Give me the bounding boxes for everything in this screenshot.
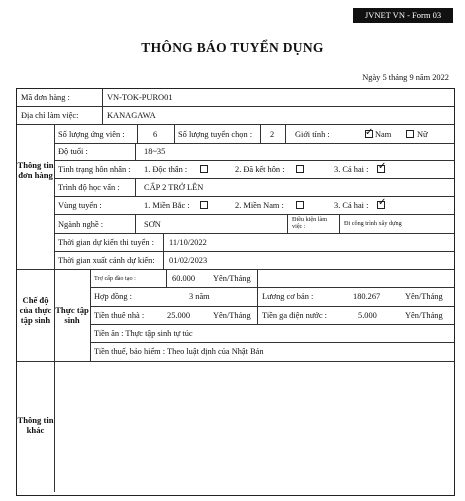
- applicants-value: 6: [153, 130, 158, 139]
- utility-unit: Yên/Tháng: [405, 311, 443, 320]
- gender-female-checkbox[interactable]: [406, 130, 414, 138]
- utility-label: Tiền ga điện nước :: [262, 311, 327, 320]
- order-id-label: Mã đơn hàng :: [21, 93, 70, 102]
- utility-value: 5.000: [358, 311, 377, 320]
- education-value: CẤP 2 TRỞ LÊN: [144, 183, 204, 192]
- training-allowance-value: 60.000: [172, 274, 196, 283]
- training-allowance-unit: Yên/Tháng: [213, 274, 251, 283]
- work-location-value: KANAGAWA: [107, 111, 156, 120]
- check-icon: ✓: [365, 127, 374, 138]
- document-date: Ngày 5 tháng 9 năm 2022: [362, 73, 449, 82]
- order-info-section-title: Thông tin đơn hàng: [17, 160, 54, 180]
- gender-female-label: Nữ: [417, 130, 428, 139]
- check-icon: ✓: [378, 197, 387, 208]
- job-label: Ngành nghề :: [58, 220, 104, 229]
- form-badge: JVNET VN - Form 03: [353, 8, 453, 23]
- base-salary-value: 180.267: [353, 292, 381, 301]
- departure-date-value: 01/02/2023: [169, 256, 208, 265]
- base-salary-label: Lương cơ bản :: [262, 292, 314, 301]
- gender-male-label: Nam: [375, 130, 392, 139]
- other-info-section-title: Thông tin khác: [17, 415, 54, 435]
- work-location-label: Địa chỉ làm việc:: [21, 111, 79, 120]
- contract-label: Hợp đồng :: [94, 292, 132, 301]
- age-label: Độ tuổi :: [58, 147, 88, 156]
- region-option-north: 1. Miền Bắc :: [144, 201, 190, 210]
- region-north-checkbox[interactable]: [200, 201, 208, 209]
- training-allowance-label: Trợ cấp đào tạo :: [94, 275, 136, 282]
- marital-label: Tình trạng hôn nhân :: [58, 165, 131, 174]
- age-value: 18~35: [144, 147, 166, 156]
- rent-label: Tiền thuê nhà :: [94, 311, 145, 320]
- job-value: SƠN: [144, 220, 161, 229]
- marital-married-checkbox[interactable]: [296, 165, 304, 173]
- marital-option-both: 3. Cả hai :: [334, 165, 369, 174]
- exam-date-label: Thời gian dự kiến thi tuyển :: [58, 238, 154, 247]
- region-option-both: 3. Cả hai :: [334, 201, 369, 210]
- gender-label: Giới tính :: [295, 130, 330, 139]
- applicants-label: Số lượng ứng viên :: [58, 130, 125, 139]
- education-label: Trình độ học vấn :: [58, 183, 120, 192]
- food-note: Tiền ăn : Thực tập sinh tự túc: [94, 329, 193, 338]
- rent-unit: Yên/Tháng: [213, 311, 251, 320]
- document-title: THÔNG BÁO TUYỂN DỤNG: [141, 40, 324, 55]
- selected-label: Số lượng tuyển chọn :: [178, 130, 253, 139]
- exam-date-value: 11/10/2022: [169, 238, 207, 247]
- marital-option-married: 2. Đã kết hôn :: [235, 165, 285, 174]
- region-option-south: 2. Miền Nam :: [235, 201, 284, 210]
- contract-value: 3 năm: [189, 292, 210, 301]
- region-label: Vùng tuyển :: [58, 201, 102, 210]
- condition-value: Đi công trình xây dựng: [344, 220, 402, 227]
- condition-label: Điều kiện làm việc :: [292, 216, 328, 230]
- regime-section-title: Chế độ của thực tập sinh: [19, 295, 52, 325]
- marital-option-single: 1. Độc thân :: [144, 165, 188, 174]
- region-south-checkbox[interactable]: [296, 201, 304, 209]
- base-salary-unit: Yên/Tháng: [405, 292, 443, 301]
- marital-single-checkbox[interactable]: [200, 165, 208, 173]
- rent-value: 25.000: [167, 311, 191, 320]
- intern-subsection-title: Thực tập sinh: [55, 305, 89, 325]
- selected-value: 2: [270, 130, 275, 139]
- check-icon: ✓: [378, 161, 387, 172]
- order-id-value: VN-TOK-PURO01: [107, 93, 173, 102]
- insurance-note: Tiền thuế, bảo hiểm : Theo luật định của Nhật Bản: [94, 347, 264, 356]
- departure-date-label: Thời gian xuất cảnh dự kiến:: [58, 256, 155, 265]
- recruitment-form: [16, 88, 455, 496]
